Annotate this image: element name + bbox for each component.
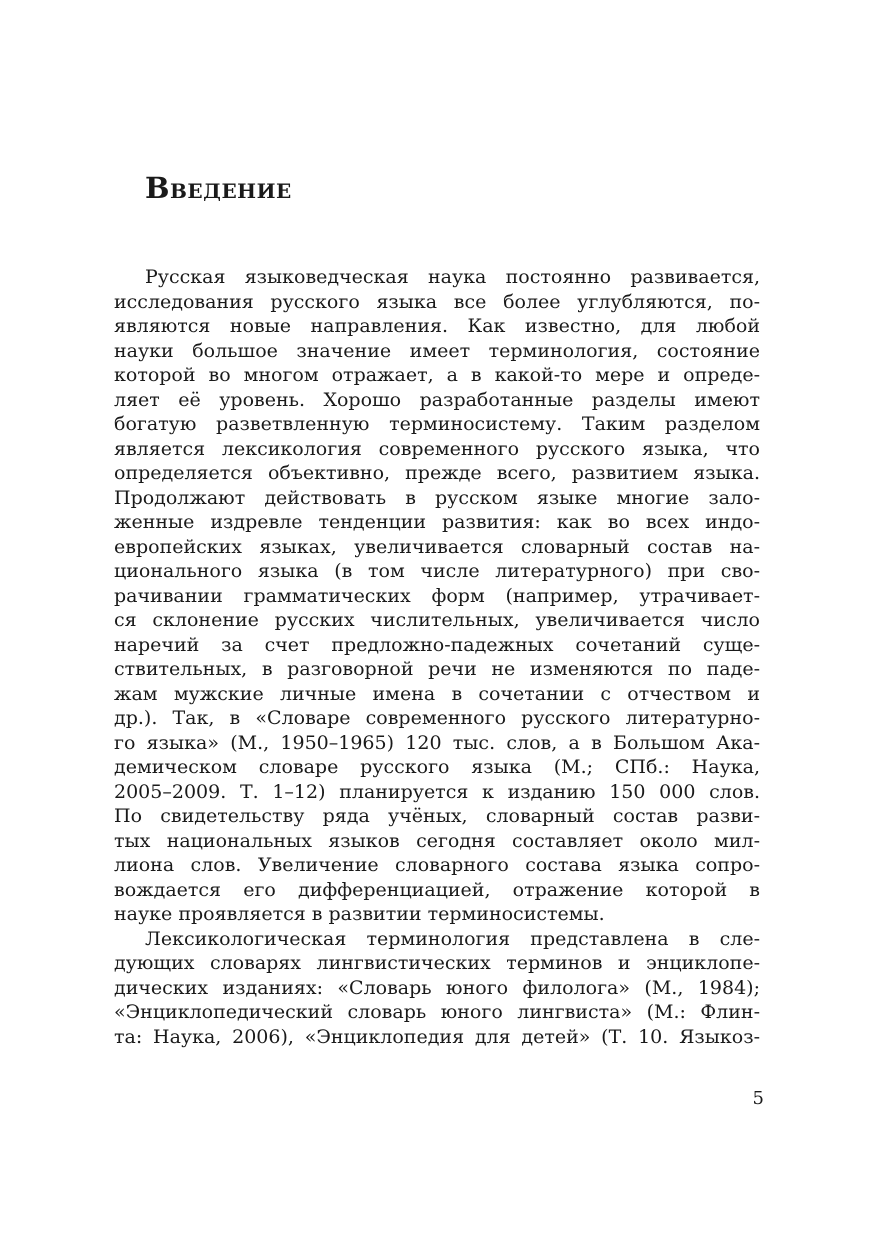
text-line: ционального языка (в том числе литературного) при сво- xyxy=(114,560,760,582)
text-line: ляет её уровень. Хорошо разработанные разделы имеют xyxy=(114,388,760,411)
chapter-title: Введение xyxy=(145,171,292,205)
text-line: По свидетельству ряда учёных, словарный состав разви- xyxy=(114,805,760,827)
text-line: является лексикология современного русского языка, что xyxy=(114,437,760,460)
paragraph-1 xyxy=(114,265,760,927)
text-line: исследования русского языка все более углубляются, по- xyxy=(114,290,760,313)
body-text xyxy=(114,265,760,1049)
text-line: лиона слов. Увеличение словарного состава языка сопро- xyxy=(114,854,760,876)
text-line: тых национальных языков сегодня составляет около мил- xyxy=(114,829,760,852)
text-line: вождается его дифференциацией, отражение которой в xyxy=(114,878,760,901)
text-line: богатую разветвленную терминосистему. Таким разделом xyxy=(114,413,760,435)
text-line: Русская языковедческая наука постоянно развивается, xyxy=(145,266,760,288)
text-line: определяется объективно, прежде всего, развитием языка. xyxy=(114,462,760,484)
page-number: 5 xyxy=(752,1088,764,1109)
text-line: Лексикологическая терминология представлена в сле- xyxy=(145,927,760,950)
text-line: демическом словаре русского языка (М.; СПб.: Наука, xyxy=(114,756,760,778)
text-line: та: Наука, 2006), «Энциклопедия для детей» (Т. 10. Языкоз- xyxy=(114,1025,760,1048)
text-line: европейских языках, увеличивается словарный состав на- xyxy=(114,535,760,558)
text-line: науке проявляется в развитии терминосистемы. xyxy=(114,903,605,925)
text-line: дующих словарях лингвистических терминов и энциклопе- xyxy=(114,952,760,974)
text-line: го языка» (М., 1950–1965) 120 тыс. слов, а в Большом Ака- xyxy=(114,731,760,754)
text-line: рачивании грамматических форм (например, утрачивает- xyxy=(114,584,760,607)
text-line: женные издревле тенденции развития: как во всех индо- xyxy=(114,511,760,533)
text-line: Продолжают действовать в русском языке многие зало- xyxy=(114,486,760,509)
text-line: жам мужские личные имена в сочетании с отчеством и xyxy=(114,682,760,705)
text-line: являются новые направления. Как известно, для любой xyxy=(114,315,760,337)
text-line: ствительных, в разговорной речи не изменяются по паде- xyxy=(114,658,760,680)
text-line: «Энциклопедический словарь юного лингвиста» (М.: Флин- xyxy=(114,1001,760,1023)
paragraph-2 xyxy=(114,927,760,1050)
text-line: 2005–2009. Т. 1–12) планируется к изданию 150 000 слов. xyxy=(114,780,760,803)
text-line: дических изданиях: «Словарь юного филолога» (М., 1984); xyxy=(114,976,760,999)
text-line: которой во многом отражает, а в какой-то мере и опреде- xyxy=(114,364,760,386)
text-line: ся склонение русских числительных, увеличивается число xyxy=(114,609,760,631)
text-line: наречий за счет предложно-падежных сочетаний суще- xyxy=(114,633,760,656)
text-line: науки большое значение имеет терминология, состояние xyxy=(114,339,760,362)
text-line: др.). Так, в «Словаре современного русского литературно- xyxy=(114,707,760,729)
